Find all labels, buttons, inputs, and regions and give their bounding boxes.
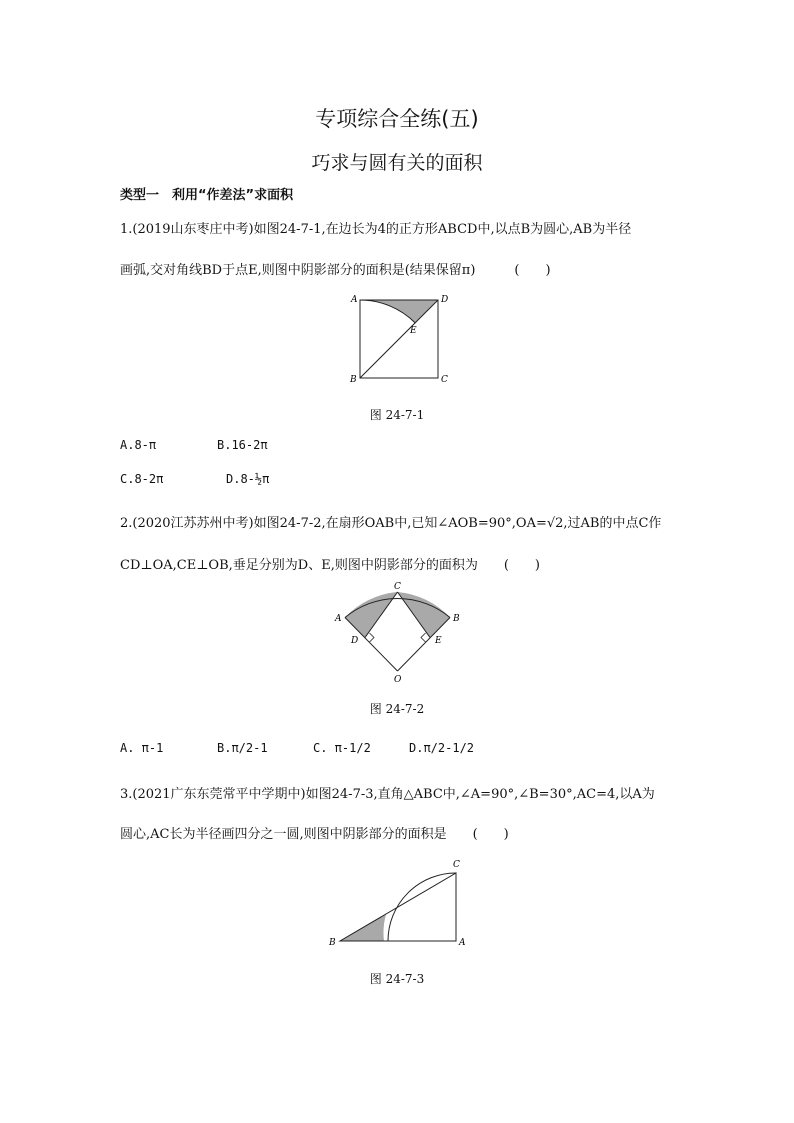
q3-line1: 3.(2021广东东莞常平中学期中)如图24-7-3,直角△ABC中,∠A=90°,∠B=30°,AC=4,以A为 bbox=[120, 787, 655, 802]
right-angle-e bbox=[421, 633, 426, 642]
label-d: D bbox=[351, 636, 359, 646]
figure-caption-2: 图 24-7-2 bbox=[369, 702, 425, 716]
q1-option-d: D.8-½π bbox=[226, 472, 270, 486]
label-b: B bbox=[329, 938, 336, 948]
q2-option-b: B.π/2-1 bbox=[217, 741, 268, 755]
q2-option-c: C. π-1/2 bbox=[313, 741, 371, 755]
figure-caption-3: 图 24-7-3 bbox=[369, 972, 425, 986]
label-c: C bbox=[453, 860, 460, 870]
q1-line2: 画弧,交对角线BD于点E,则图中阴影部分的面积是(结果保留π) ( ) bbox=[120, 263, 551, 278]
q1-line1: 1.(2019山东枣庄中考)如图24-7-1,在边长为4的正方形ABCD中,以点B为圆心,AB为半径 bbox=[120, 222, 632, 237]
figure-24-7-1 bbox=[340, 290, 450, 390]
label-b: B bbox=[453, 614, 460, 624]
label-b: B bbox=[350, 375, 357, 385]
label-a: A bbox=[459, 938, 466, 948]
right-angle-d bbox=[370, 633, 375, 642]
label-d: D bbox=[441, 295, 449, 305]
figure-caption-1: 图 24-7-1 bbox=[369, 408, 425, 422]
q2-line1: 2.(2020江苏苏州中考)如图24-7-2,在扇形OAB中,已知∠AOB=90°,OA=√2,过AB的中点C作 bbox=[120, 516, 662, 531]
label-c: C bbox=[394, 582, 401, 592]
label-a: A bbox=[335, 614, 342, 624]
q3-line2: 圆心,AC长为半径画四分之一圆,则图中阴影部分的面积是 ( ) bbox=[120, 827, 509, 842]
label-e: E bbox=[435, 636, 442, 646]
q1-option-b: B.16-2π bbox=[217, 438, 268, 452]
q2-option-d: D.π/2-1/2 bbox=[409, 741, 475, 755]
q1-option-a: A.8-π bbox=[120, 438, 157, 452]
section-heading: 类型一 利用“作差法”求面积 bbox=[120, 188, 294, 203]
q2-line2: CD⊥OA,CE⊥OB,垂足分别为D、E,则图中阴影部分的面积为 ( ) bbox=[120, 558, 540, 573]
page-subtitle: 巧求与圆有关的面积 bbox=[311, 152, 483, 174]
label-c: C bbox=[441, 375, 448, 385]
label-o: O bbox=[394, 675, 402, 685]
figure-24-7-3 bbox=[320, 855, 475, 955]
label-a: A bbox=[351, 295, 358, 305]
label-e: E bbox=[410, 326, 417, 336]
page-title: 专项综合全练(五) bbox=[315, 107, 479, 131]
q1-option-c: C.8-2π bbox=[120, 472, 164, 486]
figure-24-7-2 bbox=[325, 580, 470, 685]
triangle-abc bbox=[340, 873, 456, 941]
q2-option-a: A. π-1 bbox=[120, 741, 164, 755]
diagonal-bd bbox=[360, 300, 438, 378]
